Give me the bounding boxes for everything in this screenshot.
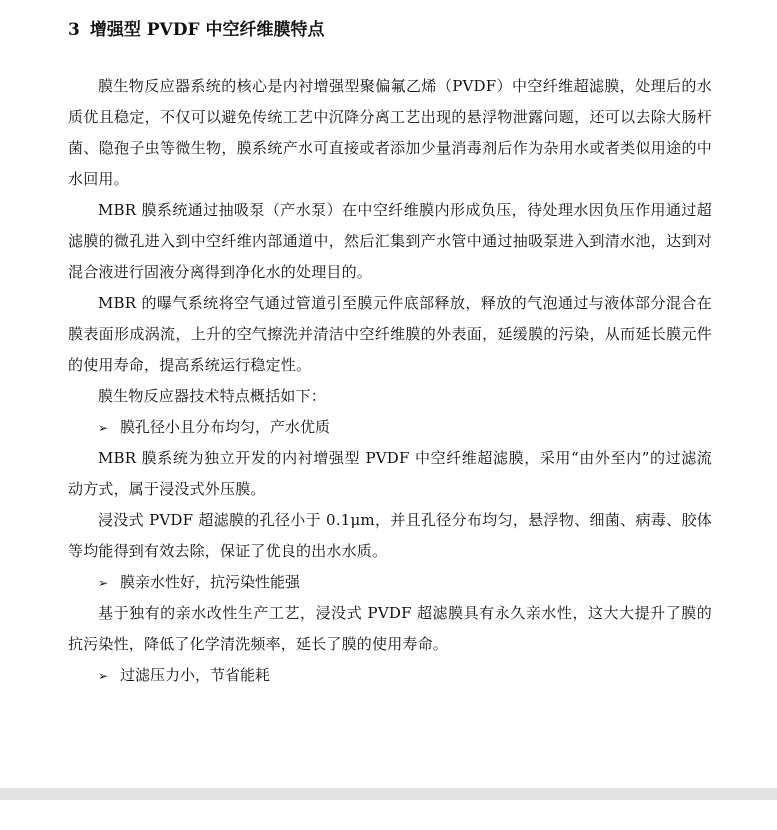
arrow-bullet-icon: ➢ — [98, 421, 109, 435]
arrow-bullet-icon: ➢ — [98, 669, 109, 683]
paragraph-core: 膜生物反应器系统的核心是内衬增强型聚偏氟乙烯（PVDF）中空纤维超滤膜，处理后的水质优且稳定，不仅可以避免传统工艺中沉降分离工艺出现的悬浮物泄露问题，还可以去除大肠杆菌、隐孢子虫等微生物，膜系统产水可直接或者添加少量消毒剂后作为杂用水或者类似用途的中水回用。 — [68, 77, 712, 188]
bullet-item-low-pressure — [98, 660, 270, 692]
section-number: 3 — [68, 20, 80, 40]
bullet-item-hydrophilic — [98, 567, 300, 599]
bullet-label: 过滤压力小，节省能耗 — [120, 666, 271, 684]
paragraph-suction: MBR 膜系统通过抽吸泵（产水泵）在中空纤维膜内形成负压，待处理水因负压作用通过超滤膜的微孔进入到中空纤维内部通道中，然后汇集到产水管中通过抽吸泵进入到清水池，达到对混合液进行固液分离得到净化水的处理目的。 — [68, 201, 712, 281]
arrow-bullet-icon: ➢ — [98, 576, 109, 590]
section-heading — [68, 17, 324, 43]
paragraph-aeration: MBR 的曝气系统将空气通过管道引至膜元件底部释放，释放的气泡通过与液体部分混合在膜表面形成涡流，上升的空气擦洗并清洁中空纤维膜的外表面，延缓膜的污染，从而延长膜元件的使用寿命，提高系统运行稳定性。 — [68, 294, 712, 374]
paragraph-features-intro: 膜生物反应器技术特点概括如下： — [98, 387, 327, 405]
bullet-item-pore-size — [98, 412, 330, 444]
paragraph-hydrophilic-process: 基于独有的亲水改性生产工艺，浸没式 PVDF 超滤膜具有永久亲水性，这大大提升了膜的抗污染性，降低了化学清洗频率，延长了膜的使用寿命。 — [68, 604, 712, 653]
bullet-label: 膜孔径小且分布均匀，产水优质 — [120, 418, 331, 436]
section-title: 增强型 PVDF 中空纤维膜特点 — [89, 20, 325, 40]
bullet-label: 膜亲水性好，抗污染性能强 — [120, 573, 301, 591]
paragraph-membrane-design: MBR 膜系统为独立开发的内衬增强型 PVDF 中空纤维超滤膜，采用“由外至内”的过滤流动方式，属于浸没式外压膜。 — [68, 449, 712, 498]
paragraph-pore-filtration: 浸没式 PVDF 超滤膜的孔径小于 0.1μm，并且孔径分布均匀，悬浮物、细菌、病毒、胶体等均能得到有效去除，保证了优良的出水水质。 — [68, 511, 712, 560]
page-separator-bar — [0, 788, 777, 800]
